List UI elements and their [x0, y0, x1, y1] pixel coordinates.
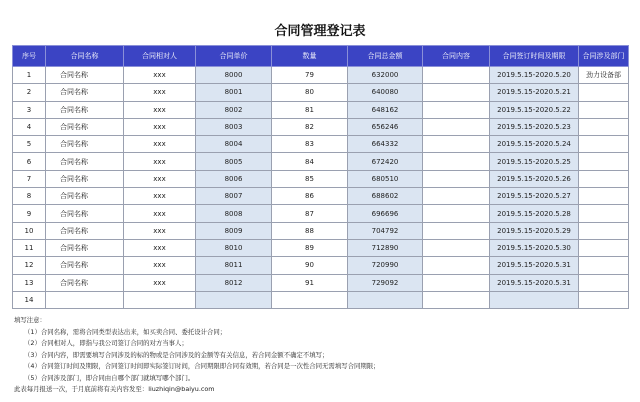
cell-signing-period[interactable]: 2019.5.15-2020.5.26: [490, 170, 579, 187]
cell-serial[interactable]: 4: [13, 118, 46, 135]
cell-quantity[interactable]: 90: [272, 257, 348, 274]
cell-signing-period[interactable]: [490, 291, 579, 308]
cell-unit-price[interactable]: 8001: [196, 84, 272, 101]
notes-heading: 填写注意：: [14, 316, 46, 324]
cell-department[interactable]: [579, 257, 629, 274]
cell-content[interactable]: [423, 291, 490, 308]
cell-serial[interactable]: 6: [13, 153, 46, 170]
page-title: 合同管理登记表: [274, 24, 366, 39]
cell-unit-price[interactable]: 8004: [196, 136, 272, 153]
table-row: [13, 136, 629, 153]
cell-department[interactable]: 劲力设备部: [579, 67, 629, 84]
note-item: （5）合同涉及部门，即合同由自哪个部门就填写哪个部门。: [24, 373, 195, 382]
cell-contract-name[interactable]: 合同名称: [46, 274, 124, 291]
cell-content[interactable]: [423, 222, 490, 239]
cell-counterparty[interactable]: xxx: [124, 84, 196, 101]
cell-unit-price[interactable]: 8012: [196, 274, 272, 291]
cell-serial[interactable]: 11: [13, 239, 46, 256]
cell-unit-price[interactable]: 8000: [196, 67, 272, 84]
cell-contract-name[interactable]: 合同名称: [46, 118, 124, 135]
cell-serial[interactable]: 7: [13, 170, 46, 187]
column-header: 合同名称: [46, 46, 124, 67]
cell-quantity[interactable]: 89: [272, 239, 348, 256]
cell-total-amount[interactable]: 648162: [348, 101, 423, 118]
header-row: [13, 46, 629, 67]
cell-unit-price[interactable]: 8008: [196, 205, 272, 222]
cell-contract-name[interactable]: 合同名称: [46, 257, 124, 274]
cell-quantity[interactable]: [272, 291, 348, 308]
cell-department[interactable]: [579, 291, 629, 308]
cell-contract-name[interactable]: 合同名称: [46, 84, 124, 101]
cell-serial[interactable]: 2: [13, 84, 46, 101]
cell-serial[interactable]: 12: [13, 257, 46, 274]
table-row: [13, 188, 629, 205]
cell-serial[interactable]: 9: [13, 205, 46, 222]
cell-unit-price[interactable]: 8006: [196, 170, 272, 187]
cell-counterparty[interactable]: xxx: [124, 170, 196, 187]
table-row: [13, 239, 629, 256]
cell-total-amount[interactable]: 664332: [348, 136, 423, 153]
column-header: 合同相对人: [124, 46, 196, 67]
table-row: [13, 291, 629, 308]
cell-serial[interactable]: 8: [13, 188, 46, 205]
cell-counterparty[interactable]: xxx: [124, 239, 196, 256]
cell-content[interactable]: [423, 257, 490, 274]
cell-content[interactable]: [423, 136, 490, 153]
cell-quantity[interactable]: 79: [272, 67, 348, 84]
cell-contract-name[interactable]: 合同名称: [46, 136, 124, 153]
cell-contract-name[interactable]: 合同名称: [46, 222, 124, 239]
cell-quantity[interactable]: 83: [272, 136, 348, 153]
column-header: 合同单价: [196, 46, 272, 67]
cell-unit-price[interactable]: 8007: [196, 188, 272, 205]
cell-signing-period[interactable]: 2019.5.15-2020.5.31: [490, 274, 579, 291]
cell-total-amount[interactable]: 680510: [348, 170, 423, 187]
table-row: [13, 205, 629, 222]
cell-signing-period[interactable]: 2019.5.15-2020.5.23: [490, 118, 579, 135]
note-item: （3）合同内容，即需要填写合同涉及的标的物或是合同涉及的金额等有关信息，若合同金额不确定不填写；: [24, 350, 329, 359]
cell-contract-name[interactable]: 合同名称: [46, 205, 124, 222]
cell-content[interactable]: [423, 205, 490, 222]
cell-quantity[interactable]: 82: [272, 118, 348, 135]
column-header: 合同涉及部门: [579, 46, 629, 67]
cell-quantity[interactable]: 85: [272, 170, 348, 187]
cell-total-amount[interactable]: 640080: [348, 84, 423, 101]
cell-serial[interactable]: 10: [13, 222, 46, 239]
cell-content[interactable]: [423, 188, 490, 205]
cell-signing-period[interactable]: 2019.5.15-2020.5.28: [490, 205, 579, 222]
cell-total-amount[interactable]: 729092: [348, 274, 423, 291]
column-header: 合同总金额: [348, 46, 423, 67]
cell-contract-name[interactable]: 合同名称: [46, 170, 124, 187]
table-row: [13, 101, 629, 118]
table-row: [13, 222, 629, 239]
cell-department[interactable]: [579, 188, 629, 205]
cell-signing-period[interactable]: 2019.5.15-2020.5.20: [490, 67, 579, 84]
cell-department[interactable]: [579, 222, 629, 239]
column-header: 数量: [272, 46, 348, 67]
table-row: [13, 153, 629, 170]
cell-content[interactable]: [423, 84, 490, 101]
cell-counterparty[interactable]: xxx: [124, 101, 196, 118]
cell-unit-price[interactable]: 8003: [196, 118, 272, 135]
cell-content[interactable]: [423, 153, 490, 170]
note-item: （2）合同相对人，即指与我公司签订合同的对方当事人；: [24, 339, 188, 347]
notes-footer: 此表每月报送一次，于月底前将有关内容发至：liuzhiqin@baiyu.com: [14, 385, 215, 393]
cell-contract-name[interactable]: [46, 291, 124, 308]
cell-counterparty[interactable]: xxx: [124, 205, 196, 222]
cell-counterparty[interactable]: xxx: [124, 136, 196, 153]
cell-serial[interactable]: 14: [13, 291, 46, 308]
cell-counterparty[interactable]: [124, 291, 196, 308]
cell-total-amount[interactable]: 632000: [348, 67, 423, 84]
cell-serial[interactable]: 13: [13, 274, 46, 291]
cell-department[interactable]: [579, 239, 629, 256]
cell-quantity[interactable]: 88: [272, 222, 348, 239]
table-row: [13, 67, 629, 84]
cell-quantity[interactable]: 86: [272, 188, 348, 205]
cell-unit-price[interactable]: 8010: [196, 239, 272, 256]
cell-serial[interactable]: 1: [13, 67, 46, 84]
cell-total-amount[interactable]: 704792: [348, 222, 423, 239]
column-header: 序号: [13, 46, 46, 67]
column-header: 合同内容: [423, 46, 490, 67]
cell-total-amount[interactable]: 688602: [348, 188, 423, 205]
cell-department[interactable]: [579, 274, 629, 291]
note-item: （4）合同签订时间及期限，合同签订时间即实际签订时间，合同期限即合同有效期，若合同是一次性合同无需填写合同期限；: [24, 362, 380, 370]
cell-unit-price[interactable]: [196, 291, 272, 308]
cell-unit-price[interactable]: 8005: [196, 153, 272, 170]
notes-section: [14, 315, 626, 396]
cell-content[interactable]: [423, 118, 490, 135]
cell-signing-period[interactable]: 2019.5.15-2020.5.21: [490, 84, 579, 101]
cell-department[interactable]: [579, 118, 629, 135]
cell-unit-price[interactable]: 8011: [196, 257, 272, 274]
cell-counterparty[interactable]: xxx: [124, 67, 196, 84]
cell-department[interactable]: [579, 136, 629, 153]
cell-unit-price[interactable]: 8002: [196, 101, 272, 118]
cell-serial[interactable]: 5: [13, 136, 46, 153]
table-row: [13, 118, 629, 135]
table-row: [13, 274, 629, 291]
cell-total-amount[interactable]: 656246: [348, 118, 423, 135]
cell-counterparty[interactable]: xxx: [124, 222, 196, 239]
cell-total-amount[interactable]: 696696: [348, 205, 423, 222]
cell-serial[interactable]: 3: [13, 101, 46, 118]
cell-contract-name[interactable]: 合同名称: [46, 101, 124, 118]
cell-contract-name[interactable]: 合同名称: [46, 67, 124, 84]
contract-table: [12, 45, 629, 309]
table-row: [13, 84, 629, 101]
cell-content[interactable]: [423, 274, 490, 291]
cell-total-amount[interactable]: 720990: [348, 257, 423, 274]
cell-counterparty[interactable]: xxx: [124, 274, 196, 291]
table-row: [13, 257, 629, 274]
cell-quantity[interactable]: 87: [272, 205, 348, 222]
cell-department[interactable]: [579, 101, 629, 118]
cell-quantity[interactable]: 80: [272, 84, 348, 101]
cell-signing-period[interactable]: 2019.5.15-2020.5.29: [490, 222, 579, 239]
cell-contract-name[interactable]: 合同名称: [46, 153, 124, 170]
cell-counterparty[interactable]: xxx: [124, 118, 196, 135]
cell-unit-price[interactable]: 8009: [196, 222, 272, 239]
cell-quantity[interactable]: 81: [272, 101, 348, 118]
cell-department[interactable]: [579, 170, 629, 187]
cell-counterparty[interactable]: xxx: [124, 257, 196, 274]
cell-total-amount[interactable]: 712890: [348, 239, 423, 256]
column-header: 合同签订时间及期限: [490, 46, 579, 67]
cell-department[interactable]: [579, 84, 629, 101]
note-item: （1）合同名称，需将合同类型表达出来，如买卖合同、委托设计合同；: [24, 327, 227, 336]
cell-total-amount[interactable]: [348, 291, 423, 308]
cell-content[interactable]: [423, 170, 490, 187]
cell-signing-period[interactable]: 2019.5.15-2020.5.22: [490, 101, 579, 118]
cell-total-amount[interactable]: 672420: [348, 153, 423, 170]
cell-counterparty[interactable]: xxx: [124, 153, 196, 170]
cell-counterparty[interactable]: xxx: [124, 188, 196, 205]
cell-quantity[interactable]: 91: [272, 274, 348, 291]
cell-signing-period[interactable]: 2019.5.15-2020.5.25: [490, 153, 579, 170]
cell-content[interactable]: [423, 67, 490, 84]
cell-contract-name[interactable]: 合同名称: [46, 188, 124, 205]
table-body: [13, 67, 629, 309]
cell-department[interactable]: [579, 205, 629, 222]
cell-contract-name[interactable]: 合同名称: [46, 239, 124, 256]
cell-content[interactable]: [423, 239, 490, 256]
cell-signing-period[interactable]: 2019.5.15-2020.5.27: [490, 188, 579, 205]
cell-quantity[interactable]: 84: [272, 153, 348, 170]
cell-department[interactable]: [579, 153, 629, 170]
cell-signing-period[interactable]: 2019.5.15-2020.5.24: [490, 136, 579, 153]
cell-content[interactable]: [423, 101, 490, 118]
table-row: [13, 170, 629, 187]
cell-signing-period[interactable]: 2019.5.15-2020.5.30: [490, 239, 579, 256]
cell-signing-period[interactable]: 2019.5.15-2020.5.31: [490, 257, 579, 274]
